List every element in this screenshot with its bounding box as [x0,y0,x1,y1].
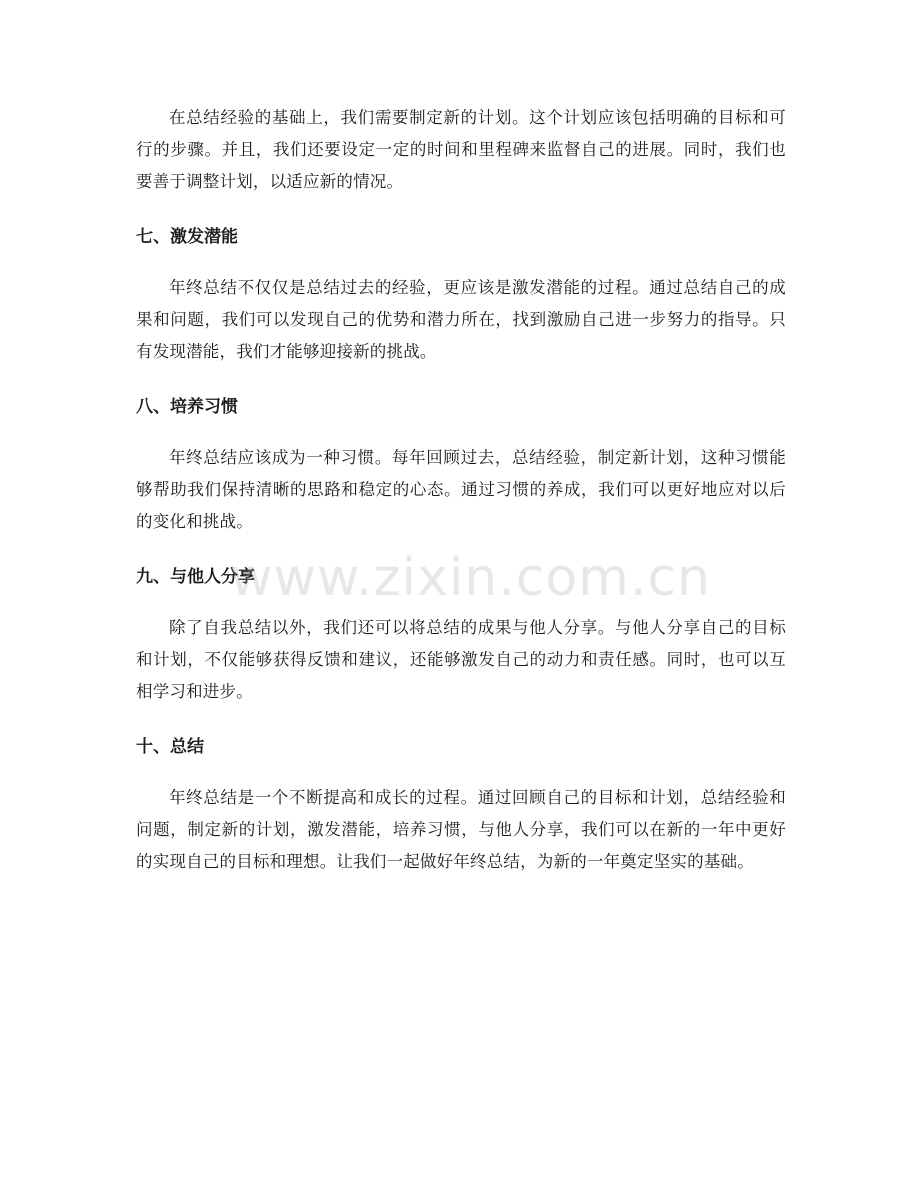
watermark: www.zixin.com.cn [230,548,711,608]
section-body-sharing: 除了自我总结以外，我们还可以将总结的成果与他人分享。与他人分享自己的目标和计划，不仅能够获得反馈和建议，还能够激发自己的动力和责任感。同时，也可以互相学习和进步。 [136,618,786,701]
section-body-habits: 年终总结应该成为一种习惯。每年回顾过去，总结经验，制定新计划，这种习惯能够帮助我们保持清晰的思路和稳定的心态。通过习惯的养成，我们可以更好地应对以后的变化和挑战。 [136,448,786,531]
intro-paragraph: 在总结经验的基础上，我们需要制定新的计划。这个计划应该包括明确的目标和可行的步骤。并且，我们还要设定一定的时间和里程碑来监督自己的进展。同时，我们也要善于调整计划，以适应新的情况。 [136,108,786,191]
section-heading-sharing: 九、与他人分享 [136,567,255,587]
section-body-potential: 年终总结不仅仅是总结过去的经验，更应该是激发潜能的过程。通过总结自己的成果和问题，我们可以发现自己的优势和潜力所在，找到激励自己进一步努力的指导。只有发现潜能，我们才能够迎接新的挑战。 [136,278,786,361]
section-heading-habits: 八、培养习惯 [136,397,238,417]
section-heading-potential: 七、激发潜能 [136,227,238,247]
section-body-summary: 年终总结是一个不断提高和成长的过程。通过回顾自己的目标和计划，总结经验和问题，制定新的计划，激发潜能，培养习惯，与他人分享，我们可以在新的一年中更好的实现自己的目标和理想。让我们一起做好年终总结，为新的一年奠定坚实的基础。 [136,788,786,871]
section-heading-summary: 十、总结 [136,737,204,757]
document-content [136,102,786,878]
